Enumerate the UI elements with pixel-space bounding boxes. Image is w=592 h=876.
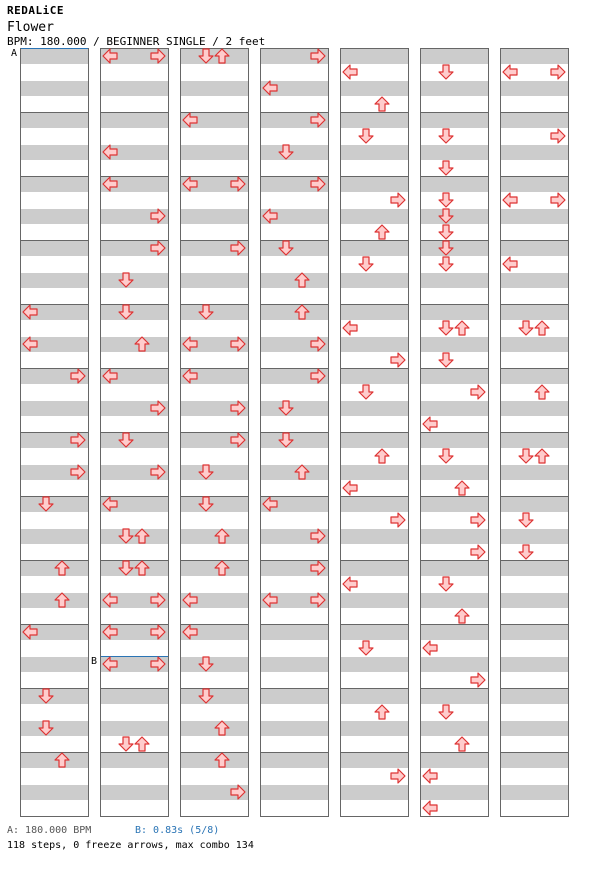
beat-band: [21, 753, 88, 768]
beat-band: [21, 657, 88, 672]
beat-band: [341, 113, 408, 128]
chart-column: [101, 49, 169, 817]
beat-band: [21, 81, 88, 96]
beat-band: [341, 529, 408, 544]
beat-band: [341, 369, 408, 384]
beat-band: [421, 337, 488, 352]
beat-band: [421, 657, 488, 672]
beat-band: [261, 305, 328, 320]
beat-band: [501, 273, 568, 288]
beat-band: [421, 241, 488, 256]
beat-band: [101, 721, 168, 736]
beat-band: [21, 401, 88, 416]
beat-band: [261, 721, 328, 736]
chart-column: [261, 49, 329, 817]
beat-band: [181, 49, 248, 64]
beat-band: [421, 689, 488, 704]
song-title: Flower: [7, 20, 54, 35]
beat-band: [501, 49, 568, 64]
beat-band: [501, 625, 568, 640]
stop-legend: B: 0.83s (5/8): [135, 825, 220, 836]
beat-band: [101, 113, 168, 128]
beat-band: [101, 529, 168, 544]
beat-band: [341, 241, 408, 256]
beat-band: [501, 401, 568, 416]
beat-band: [261, 657, 328, 672]
beat-band: [501, 689, 568, 704]
beat-band: [21, 113, 88, 128]
beat-band: [101, 433, 168, 448]
beat-band: [261, 433, 328, 448]
beat-band: [341, 465, 408, 480]
chart-info: BPM: 180.000 / BEGINNER SINGLE / 2 feet: [7, 35, 266, 48]
beat-band: [341, 305, 408, 320]
beat-band: [341, 657, 408, 672]
beat-band: [101, 337, 168, 352]
beat-band: [341, 145, 408, 160]
chart-column: [341, 49, 409, 817]
beat-band: [21, 497, 88, 512]
beat-band: [261, 401, 328, 416]
beat-band: [341, 625, 408, 640]
beat-band: [181, 305, 248, 320]
beat-band: [21, 145, 88, 160]
beat-band: [21, 241, 88, 256]
beat-band: [101, 305, 168, 320]
beat-band: [501, 177, 568, 192]
beat-band: [501, 561, 568, 576]
beat-band: [501, 593, 568, 608]
beat-band: [341, 273, 408, 288]
beat-band: [21, 689, 88, 704]
beat-band: [181, 81, 248, 96]
beat-band: [181, 497, 248, 512]
beat-band: [501, 337, 568, 352]
beat-band: [421, 305, 488, 320]
beat-band: [101, 753, 168, 768]
beat-band: [341, 81, 408, 96]
beat-band: [341, 49, 408, 64]
beat-band: [501, 241, 568, 256]
beat-band: [21, 785, 88, 800]
beat-band: [21, 273, 88, 288]
beat-band: [181, 561, 248, 576]
beat-band: [421, 49, 488, 64]
beat-band: [181, 657, 248, 672]
beat-band: [501, 113, 568, 128]
beat-band: [341, 785, 408, 800]
beat-band: [261, 753, 328, 768]
beat-band: [421, 785, 488, 800]
beat-band: [181, 689, 248, 704]
beat-band: [101, 689, 168, 704]
beat-band: [501, 433, 568, 448]
beat-band: [101, 785, 168, 800]
beat-band: [261, 625, 328, 640]
chart-column: [501, 49, 569, 817]
beat-band: [341, 209, 408, 224]
beat-band: [341, 721, 408, 736]
beat-band: [261, 689, 328, 704]
beat-band: [341, 689, 408, 704]
beat-band: [501, 753, 568, 768]
beat-band: [421, 529, 488, 544]
beat-band: [501, 497, 568, 512]
beat-band: [181, 465, 248, 480]
beat-band: [341, 433, 408, 448]
beat-band: [501, 209, 568, 224]
beat-band: [421, 593, 488, 608]
beat-band: [21, 529, 88, 544]
beat-band: [501, 81, 568, 96]
beat-band: [421, 561, 488, 576]
beat-band: [261, 465, 328, 480]
beat-band: [261, 241, 328, 256]
beat-band: [101, 561, 168, 576]
beat-band: [421, 465, 488, 480]
beat-band: [181, 145, 248, 160]
beat-band: [181, 753, 248, 768]
step-summary: 118 steps, 0 freeze arrows, max combo 134: [7, 840, 254, 851]
beat-band: [181, 721, 248, 736]
beat-band: [21, 721, 88, 736]
beat-band: [501, 721, 568, 736]
beat-band: [501, 145, 568, 160]
chart-column: [421, 49, 489, 817]
beat-band: [261, 785, 328, 800]
beat-band: [261, 145, 328, 160]
beat-band: [341, 177, 408, 192]
beat-band: [421, 497, 488, 512]
beat-band: [181, 529, 248, 544]
beat-band: [421, 369, 488, 384]
beat-band: [421, 625, 488, 640]
beat-band: [261, 273, 328, 288]
beat-band: [181, 209, 248, 224]
beat-band: [501, 465, 568, 480]
beat-band: [421, 113, 488, 128]
beat-band: [341, 593, 408, 608]
beat-band: [101, 81, 168, 96]
beat-band: [501, 657, 568, 672]
beat-band: [21, 209, 88, 224]
artist-name: REDALiCE: [7, 4, 64, 17]
beat-band: [421, 145, 488, 160]
beat-band: [421, 433, 488, 448]
beat-band: [501, 529, 568, 544]
beat-band: [421, 753, 488, 768]
beat-band: [21, 177, 88, 192]
beat-band: [21, 593, 88, 608]
beat-band: [341, 561, 408, 576]
beat-band: [341, 497, 408, 512]
beat-band: [21, 561, 88, 576]
beat-band: [501, 785, 568, 800]
bpm-change-marker: A: [11, 48, 18, 59]
beat-band: [341, 753, 408, 768]
beat-band: [421, 401, 488, 416]
beat-band: [501, 305, 568, 320]
beat-band: [421, 721, 488, 736]
stop-marker: B: [91, 656, 98, 667]
beat-band: [341, 337, 408, 352]
beat-band: [421, 209, 488, 224]
beat-band: [101, 273, 168, 288]
beat-band: [421, 273, 488, 288]
bpm-change-legend: A: 180.000 BPM: [7, 825, 92, 836]
beat-band: [421, 81, 488, 96]
beat-band: [501, 369, 568, 384]
beat-band: [181, 273, 248, 288]
beat-band: [21, 49, 88, 64]
beat-band: [341, 401, 408, 416]
beat-band: [421, 177, 488, 192]
